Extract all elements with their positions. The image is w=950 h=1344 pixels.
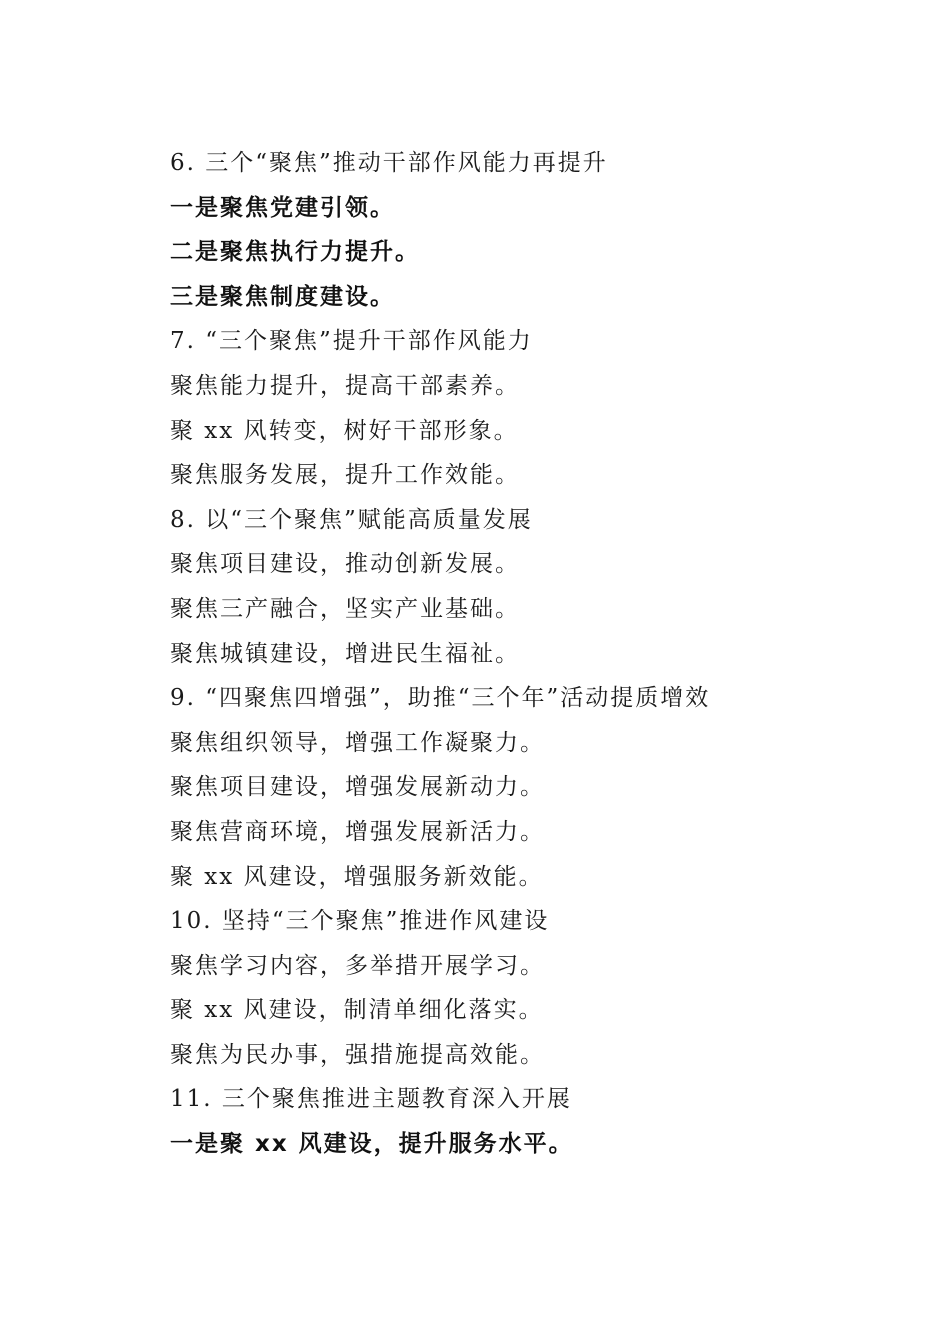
heading-6: 6. 三个“聚焦”推动干部作风能力再提升	[170, 150, 608, 176]
point-6-3: 三是聚焦制度建设。	[170, 283, 395, 310]
point-7-1: 聚焦能力提升，提高干部素养。	[170, 372, 520, 399]
heading-10: 10. 坚持“三个聚焦”推进作风建设	[170, 908, 550, 935]
point-11-1: 一是聚 xx 风建设，提升服务水平。	[170, 1131, 574, 1158]
heading-8: 8. 以“三个聚焦”赋能高质量发展	[170, 506, 533, 533]
point-6-1: 一是聚焦党建引领。	[170, 194, 395, 221]
point-10-1: 聚焦学习内容，多举措开展学习。	[170, 952, 545, 979]
point-6-2: 二是聚焦执行力提升。	[170, 239, 420, 266]
point-8-2: 聚焦三产融合，坚实产业基础。	[170, 595, 520, 622]
point-7-2: 聚 xx 风转变，树好干部形象。	[170, 417, 519, 444]
point-9-3: 聚焦营商环境，增强发展新活力。	[170, 818, 545, 845]
point-10-2: 聚 xx 风建设，制清单细化落实。	[170, 997, 544, 1024]
heading-7: 7. “三个聚焦”提升干部作风能力	[170, 328, 533, 355]
point-8-3: 聚焦城镇建设，增进民生福祉。	[170, 640, 520, 667]
point-7-3: 聚焦服务发展，提升工作效能。	[170, 462, 520, 489]
point-9-2: 聚焦项目建设，增强发展新动力。	[170, 774, 545, 801]
document-body	[170, 141, 870, 1167]
point-8-1: 聚焦项目建设，推动创新发展。	[170, 551, 520, 578]
point-10-3: 聚焦为民办事，强措施提高效能。	[170, 1041, 545, 1068]
point-9-1: 聚焦组织领导，增强工作凝聚力。	[170, 729, 545, 756]
heading-9: 9. “四聚焦四增强”，助推“三个年”活动提质增效	[170, 685, 711, 712]
point-9-4: 聚 xx 风建设，增强服务新效能。	[170, 863, 544, 890]
heading-11: 11. 三个聚焦推进主题教育深入开展	[170, 1086, 572, 1113]
